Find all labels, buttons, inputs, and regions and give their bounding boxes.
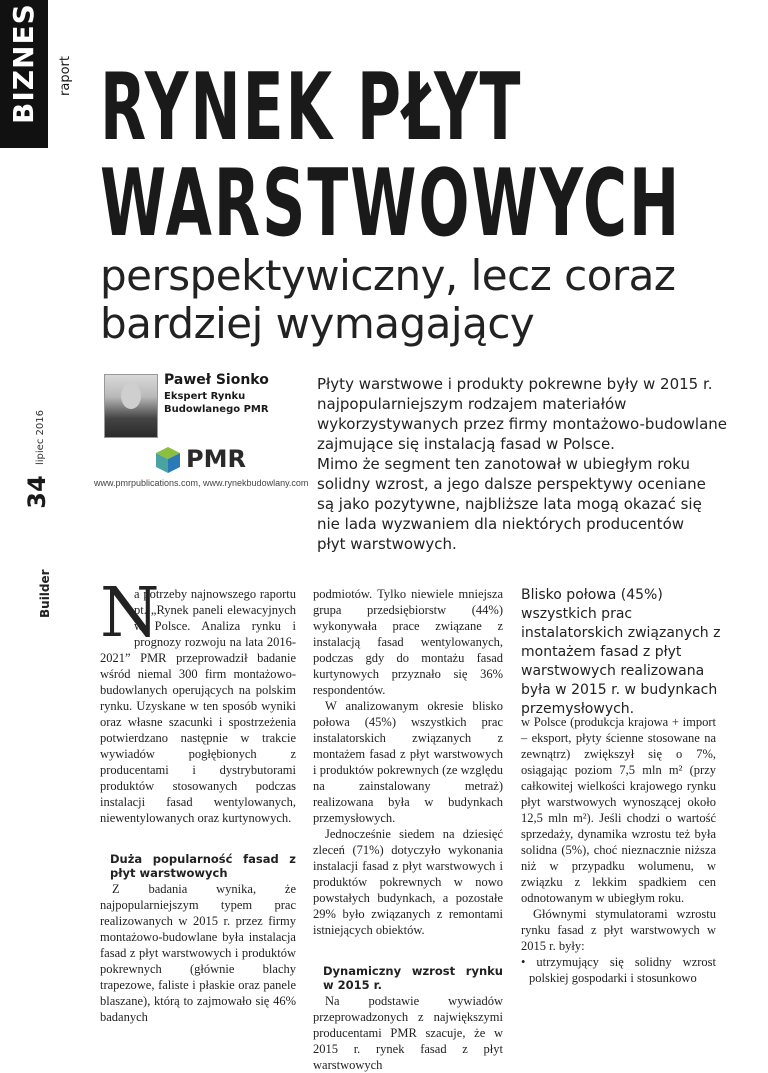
title-line-1: RYNEK PŁYT (100, 53, 523, 163)
col3-paragraph-1: w Polsce (produkcja krajowa + import – eksport, płyty ścienne stosowane na zewnątrz) zwiększył się o 7%, osiągając poziom 7,5 mln m² (przy całkowitej wielkości krajowego rynku płyt warstwowych wynoszącej około 12,5 mln m²). Jeśli chodzi o wartość sprzedaży, dynamika wzrostu też była solidna (5%), choć nieznacznie niższa niż w przypadku wolumenu, w związku z lekkim spadkiem cen odnotowanym w ubiegłym roku. (521, 715, 716, 905)
subtitle-line-1: perspektywiczny, lecz coraz (100, 251, 676, 300)
issue-date: lipiec 2016 (35, 410, 46, 465)
pmr-logo-text: PMR (186, 445, 246, 473)
author-face (121, 383, 141, 409)
article-lead: Płyty warstwowe i produkty pokrewne były w 2015 r. najpopularniejszym rodzajem materiałów wykorzystywanych przez firmy montażowo-budowlane zajmujące się instalacją fasad w Polsce. Mimo że segment ten zanotował w ubiegłym roku solidny wzrost, a jego dalsze perspektywy oceniane są jako pozytywne, najbliższe lata mogą okazać się nie lada wyzwaniem dla niektórych producentów płyt warstwowych. (317, 375, 728, 553)
section-heading-1: Duża popularność fasad z płyt warstwowych (110, 852, 296, 880)
col2-paragraph-4: Na podstawie wywiadów przeprowadzonych z największymi producentami PMR szacuje, że w 2015 r. rynek fasad z płyt warstwowych (313, 994, 503, 1072)
section-sublabel: raport (58, 56, 73, 96)
page-number: 34 (23, 475, 51, 509)
col1-paragraph-2: Z badania wynika, że najpopularniejszym typem prac realizowanych w 2015 r. przez firmy montażowo-budowlane była instalacja fasad z płyt warstwowych i produktów pokrewnych (głównie blachy trapezowe, faliste i płaskie oraz panele blaszane), którą to zajmowało się 46% badanych (100, 882, 296, 1024)
spacer (100, 826, 296, 852)
col3-bullet-1: • utrzymujący się solidny wzrost polskiej gospodarki i stosunkowo (521, 955, 716, 985)
author-name: Paweł Sionko (164, 372, 269, 388)
author-photo (104, 374, 158, 438)
col2-paragraph-1: podmiotów. Tylko niewiele mniejsza grupa przedsiębiorstw (44%) wykonywała prace związane z instalacją fasad wentylowanych, podczas gdy do montażu fasad kurtynowych przyznało się 36% respondentów. (313, 587, 503, 697)
article-title (100, 53, 740, 259)
col2-paragraph-3: Jednocześnie siedem na dziesięć zleceń (71%) dotyczyło wykonania instalacji fasad z płyt warstwowych i produktów pokrewnych w nowo powstałych budynkach, a pozostałe 29% było związanych z remontami istniejących obiektów. (313, 827, 503, 937)
col3-paragraph-2: Głównymi stymulatorami wzrostu rynku fasad z płyt warstwowych w 2015 r. były: (521, 907, 716, 953)
col1-paragraph-1 (100, 574, 296, 826)
title-line-2: WARSTWOWYCH (100, 149, 682, 259)
pull-quote: Blisko połowa (45%) wszystkich prac instalatorskich związanych z montażem fasad z płyt warstwowych realizowana była w 2015 r. w budynkach przemysłowych. (521, 587, 721, 717)
article-subtitle (100, 252, 720, 348)
column-2 (313, 586, 503, 1073)
drop-cap: N (100, 574, 160, 653)
author-role: Ekspert Rynku Budowlanego PMR (164, 391, 269, 415)
section-label: BIZNES (7, 3, 40, 124)
author-urls: www.pmrpublications.com, www.rynekbudowlany.com (94, 478, 309, 488)
column-3 (521, 714, 716, 986)
spacer (313, 938, 503, 964)
col2-paragraph-2: W analizowanym okresie blisko połowa (45%) wszystkich prac instalatorskich związanych z montażem fasad z płyt warstwowych i produktów pokrewnych (ze względu na zainstalowany metraż) realizowana była w budynkach przemysłowych. (313, 699, 503, 825)
magazine-name: Builder (38, 569, 52, 618)
section-heading-2: Dynamiczny wzrost rynku w 2015 r. (323, 964, 503, 992)
column-1 (100, 574, 296, 1025)
col1-paragraph-1-text: a potrzeby najnowszego raportu pt. „Rynek paneli elewacyjnych w Polsce. Analiza rynku i prognozy rozwoju na lata 2016-2021” PMR przeprowadził badanie wśród niemal 300 firm montażowo-budowlanych operujących na polskim rynku. Uzyskane w ten sposób wyniki oraz własne szacunki i spostrzeżenia potwierdzano następnie w trakcie wywiadów pogłębionych z producentami i dystrybutorami produktów stosowanych podczas instalacji fasad wentylowanych, niewentylowanych oraz kurtynowych. (100, 587, 296, 825)
subtitle-line-2: bardziej wymagający (100, 299, 535, 348)
dropcap-spacer (100, 586, 134, 644)
